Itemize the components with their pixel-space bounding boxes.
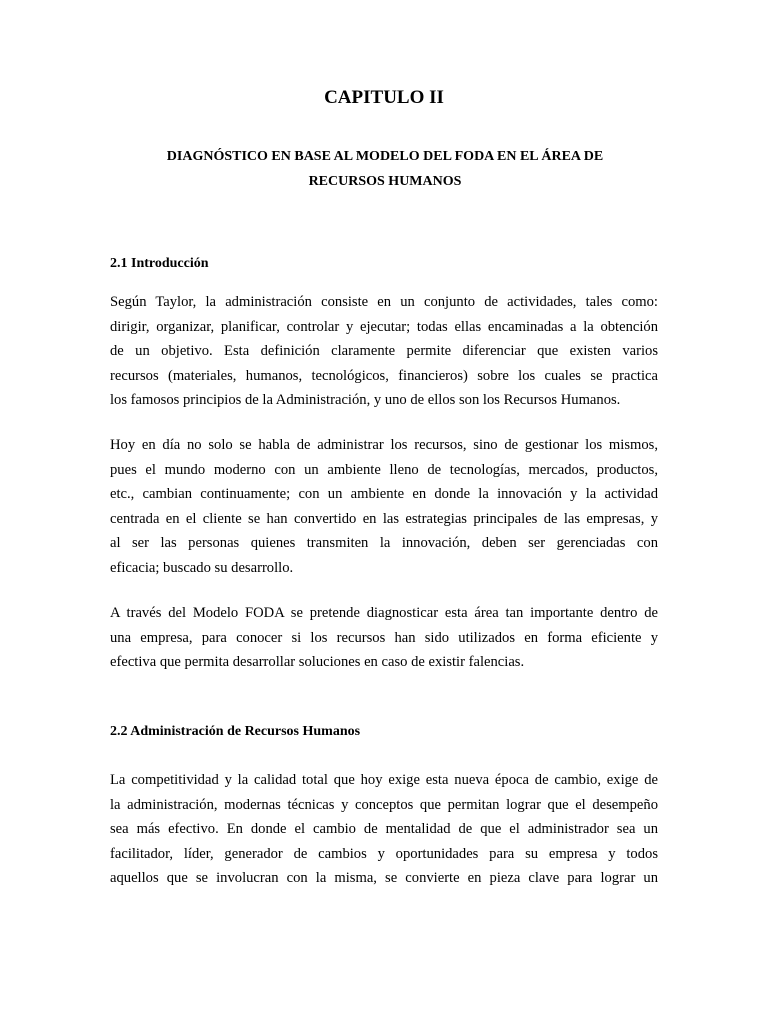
paragraph-line: la administración, modernas técnicas y conceptos que permitan lograr que el desempeño — [110, 796, 658, 813]
paragraph-line: dirigir, organizar, planificar, controlar y ejecutar; todas ellas encaminadas a la obtención — [110, 318, 658, 335]
paragraph-line: recursos (materiales, humanos, tecnológicos, financieros) sobre los cuales se practica — [110, 367, 658, 384]
paragraph-line: sea más efectivo. En donde el cambio de mentalidad de que el administrador sea un — [110, 821, 658, 838]
paragraph-line: A través del Modelo FODA se pretende diagnosticar esta área tan importante dentro de — [110, 605, 658, 621]
paragraph-line: Hoy en día no solo se habla de administrar los recursos, sino de gestionar los mismos, — [110, 437, 658, 453]
chapter-subtitle-line: DIAGNÓSTICO EN BASE AL MODELO DEL FODA EN EL ÁREA DE — [166, 149, 604, 164]
paragraph — [110, 601, 658, 675]
chapter-subtitle — [140, 144, 630, 194]
paragraph-line: al ser las personas quienes transmiten la innovación, deben ser gerenciadas con — [110, 535, 658, 552]
paragraph — [110, 290, 658, 413]
paragraph-line: una empresa, para conocer si los recursos han sido utilizados en forma eficiente y — [110, 629, 658, 646]
paragraph-line: de un objetivo. Esta definición claramente permite diferenciar que existen varios — [110, 343, 658, 360]
section-heading-introduccion: 2.1 Introducción — [110, 256, 209, 271]
paragraph-line: centrada en el cliente se han convertido en las estrategias principales de las empresas, y — [110, 510, 658, 527]
paragraph-line: facilitador, líder, generador de cambios y oportunidades para su empresa y todos — [110, 845, 658, 862]
paragraph-line: aquellos que se involucran con la misma, se convierte en pieza clave para lograr un — [110, 870, 658, 887]
paragraph-line: efectiva que permita desarrollar soluciones en caso de existir falencias. — [110, 654, 525, 671]
paragraph-line: eficacia; buscado su desarrollo. — [110, 559, 294, 576]
paragraph — [110, 768, 658, 891]
chapter-subtitle-line: RECURSOS HUMANOS — [308, 174, 462, 189]
paragraph-line: Según Taylor, la administración consiste en un conjunto de actividades, tales como: — [110, 294, 658, 310]
paragraph — [110, 433, 658, 581]
paragraph-line: pues el mundo moderno con un ambiente lleno de tecnologías, mercados, productos, — [110, 461, 658, 478]
paragraph-line: La competitividad y la calidad total que hoy exige esta nueva época de cambio, exige de — [110, 772, 658, 788]
chapter-title: CAPITULO II — [324, 87, 444, 108]
section-heading-administracion-rrhh: 2.2 Administración de Recursos Humanos — [110, 724, 361, 739]
paragraph-line: etc., cambian continuamente; con un ambiente en donde la innovación y la actividad — [110, 486, 658, 503]
paragraph-line: los famosos principios de la Administración, y uno de ellos son los Recursos Humanos. — [110, 392, 621, 409]
